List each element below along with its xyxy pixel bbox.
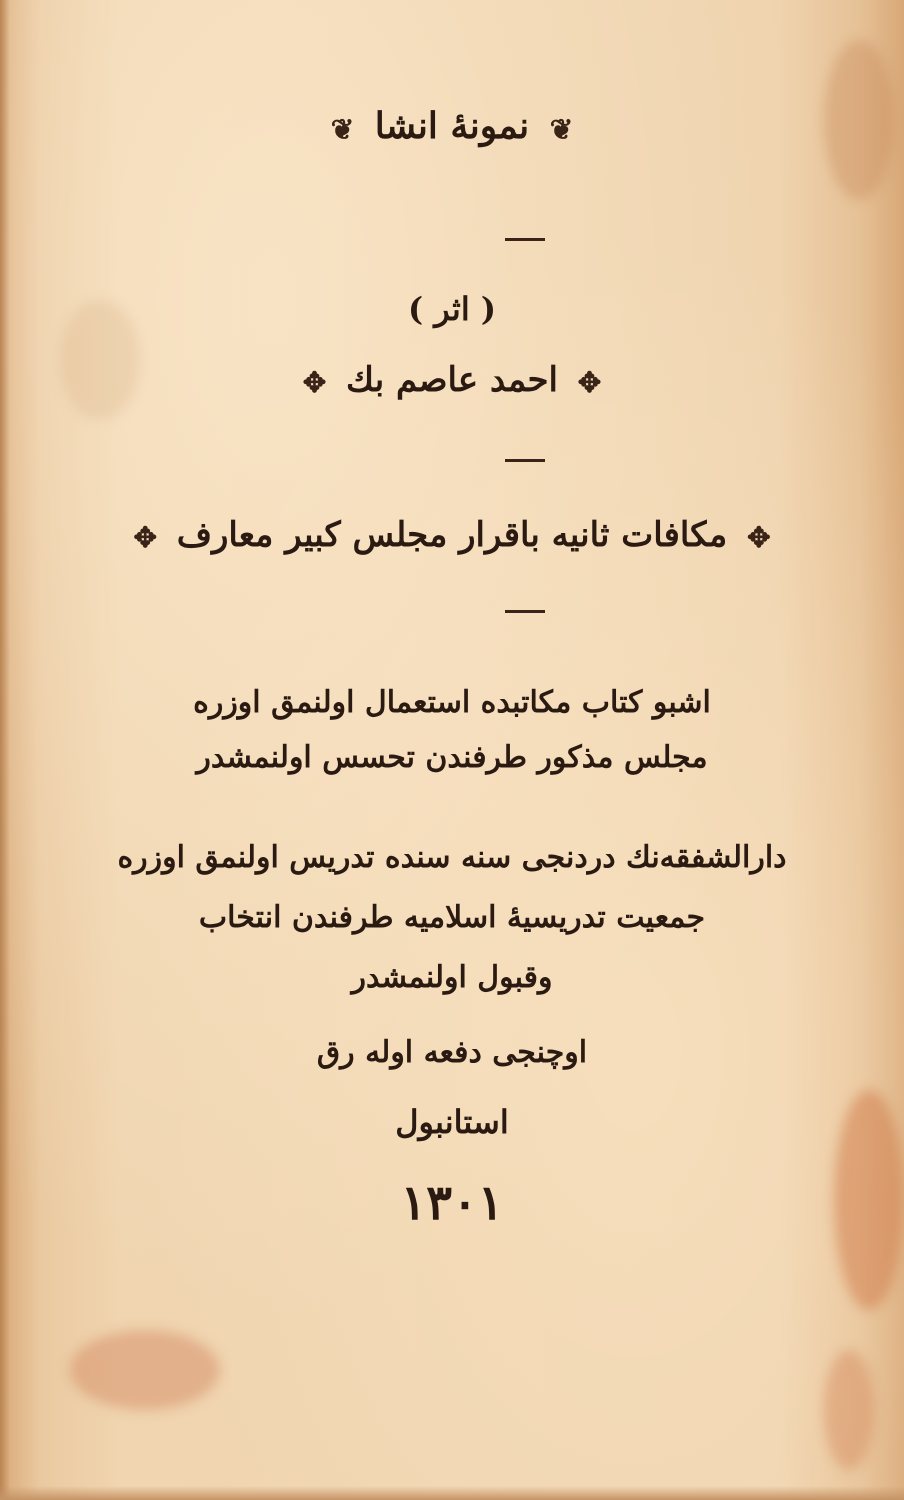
star-ornament-icon: ✥ [747,520,771,554]
book-title: نمونهٔ انشا [374,105,530,147]
body-line: وقبول اولنمشدر [351,960,553,995]
separator-dash [505,459,545,462]
body-line: اشبو كتاب مكاتبده استعمال اولنمق اوزره [193,685,711,720]
ornament-icon: ❦ [330,112,355,146]
star-ornament-icon: ✥ [577,365,602,399]
body-line: دارالشفقه‌نك دردنجى سنه سنده تدريس اولنمق اوزره [117,840,787,875]
imprint-year: ١٣٠١ [400,1175,504,1231]
page-edge-bottom [0,1486,904,1500]
body-line: مجلس مذكور طرفندن تحسس اولنمشدر [196,740,708,775]
paper-stain [70,1330,220,1410]
imprint-city: استانبول [395,1103,509,1141]
award-row [0,515,904,555]
book-title-row [0,105,904,147]
author-label: ( اثر ) [407,290,496,328]
star-ornament-icon: ✥ [302,365,327,399]
award-text: مكافات ثانيه باقرار مجلس كبير معارف [176,515,728,555]
ornament-icon: ❦ [549,112,574,146]
author-name: احمد عاصم بك [346,360,558,400]
separator-dash [505,610,545,613]
body-line: اوچنجى دفعه اوله رق [316,1035,588,1070]
body-line: جمعيت تدريسيهٔ اسلاميه طرفندن انتخاب [198,900,706,935]
author-name-row [0,360,904,400]
separator-dash [505,238,545,241]
paper-stain [824,1350,874,1470]
star-ornament-icon: ✥ [133,520,157,554]
